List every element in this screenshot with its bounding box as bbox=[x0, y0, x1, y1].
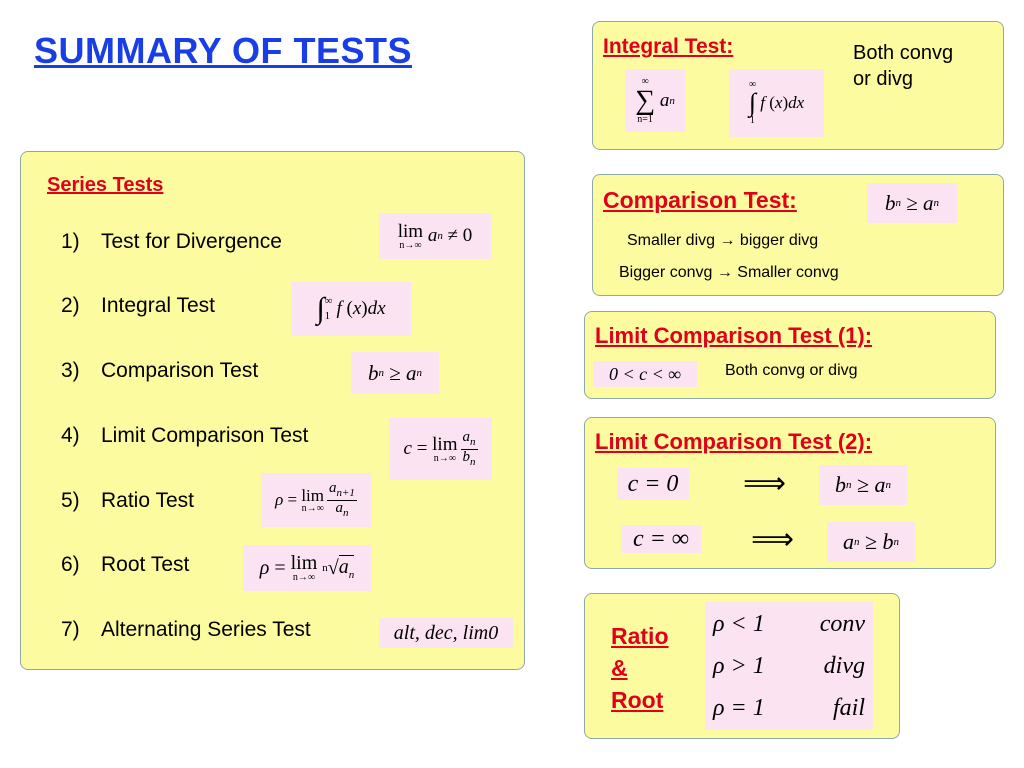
integral-test-heading: Integral Test: bbox=[603, 35, 734, 58]
item-number: 4) bbox=[61, 424, 80, 447]
item-label: Root Test bbox=[101, 553, 190, 576]
ratio-heading-line: Ratio bbox=[611, 623, 669, 649]
ratio-root-box bbox=[584, 593, 900, 739]
item-number: 6) bbox=[61, 553, 80, 576]
page-title: SUMMARY OF TESTS bbox=[34, 30, 413, 71]
comparison-test-box bbox=[592, 174, 1004, 296]
list-item bbox=[61, 294, 215, 318]
list-item bbox=[61, 489, 194, 513]
series-sum-formula: ∞ ∑ n=1 a n bbox=[625, 69, 685, 132]
ratio-result: conv bbox=[819, 610, 865, 637]
ratio-result: fail bbox=[832, 694, 865, 721]
list-item bbox=[61, 359, 258, 383]
divergence-formula: lim n→∞ a n ≠ 0 bbox=[379, 213, 491, 259]
ratio-row bbox=[713, 645, 865, 687]
item-label: Comparison Test bbox=[101, 359, 259, 382]
ratio-root-table bbox=[705, 602, 873, 730]
comparison-formula-right: b n ≥ a n bbox=[867, 183, 957, 223]
list-item bbox=[61, 553, 189, 577]
ratio-cond: ρ > 1 bbox=[713, 652, 765, 679]
integral-formula: ∫ ∞ 1 f ( x ) dx bbox=[291, 282, 411, 336]
integral-test-note: Both convg or divg bbox=[853, 42, 954, 90]
item-number: 5) bbox=[61, 489, 80, 512]
ratio-formula: ρ = lim n→∞ $\frac{a_{n+1}}{a_n}$ bbox=[261, 473, 371, 527]
series-tests-heading: Series Tests bbox=[47, 174, 164, 196]
item-number: 7) bbox=[61, 618, 80, 641]
case-c-zero-text: c = 0 bbox=[627, 470, 679, 497]
case-c-infinity bbox=[621, 525, 701, 553]
item-label: Ratio Test bbox=[101, 489, 194, 512]
item-number: 3) bbox=[61, 359, 80, 382]
alternating-formula-text: alt, dec, lim0 bbox=[393, 621, 499, 644]
limit-comparison-2-heading: Limit Comparison Test (2): bbox=[595, 429, 873, 454]
improper-integral-formula: ∞ ∫ 1 f ( x ) dx bbox=[729, 69, 824, 137]
ratio-cond: ρ < 1 bbox=[713, 610, 765, 637]
case-2-result: a n ≥ b n bbox=[827, 522, 915, 562]
comparison-line-2: Bigger convg → Smaller convg bbox=[619, 264, 839, 281]
list-item bbox=[61, 618, 311, 642]
ratio-row bbox=[713, 603, 865, 645]
alternating-formula bbox=[379, 618, 513, 648]
ratio-cond: ρ = 1 bbox=[713, 694, 765, 721]
limit-comparison-1-box bbox=[584, 311, 996, 399]
list-item bbox=[61, 424, 308, 448]
comparison-test-heading: Comparison Test: bbox=[603, 187, 797, 213]
implies-arrow-2: ⟹ bbox=[751, 523, 795, 556]
ratio-row bbox=[713, 687, 865, 729]
item-label: Integral Test bbox=[101, 294, 216, 317]
case-1-result: b n ≥ a n bbox=[819, 465, 907, 505]
series-tests-box bbox=[20, 151, 525, 670]
limit-range-formula bbox=[593, 361, 697, 387]
comparison-formula: b n ≥ a n bbox=[351, 352, 439, 394]
item-number: 2) bbox=[61, 294, 80, 317]
limit-comparison-1-heading: Limit Comparison Test (1): bbox=[595, 323, 873, 348]
item-number: 1) bbox=[61, 230, 80, 253]
limit-comparison-2-box bbox=[584, 417, 996, 569]
root-heading-line: Root bbox=[611, 687, 664, 714]
comparison-line-1: Smaller divg → bigger divg bbox=[627, 232, 819, 249]
case-c-zero bbox=[617, 468, 689, 500]
item-label: Test for Divergence bbox=[101, 230, 282, 253]
limit-comparison-1-note: Both convg or divg bbox=[725, 362, 858, 379]
limit-comparison-formula: c = lim n→∞ $\frac{a_n}{b_n}$ bbox=[389, 418, 492, 480]
limit-range-text: 0 < c < ∞ bbox=[608, 363, 682, 384]
ratio-result: divg bbox=[823, 652, 865, 679]
item-label: Alternating Series Test bbox=[101, 618, 311, 641]
list-item bbox=[61, 230, 282, 254]
item-label: Limit Comparison Test bbox=[101, 424, 309, 447]
implies-arrow-1: ⟹ bbox=[743, 467, 787, 500]
case-c-infinity-text: c = ∞ bbox=[633, 525, 689, 552]
ampersand-heading-line: & bbox=[611, 655, 628, 682]
root-formula: ρ = lim n→∞ n √ $a_n$ bbox=[243, 545, 371, 591]
ratio-root-heading bbox=[611, 620, 669, 717]
integral-test-box bbox=[592, 21, 1004, 150]
